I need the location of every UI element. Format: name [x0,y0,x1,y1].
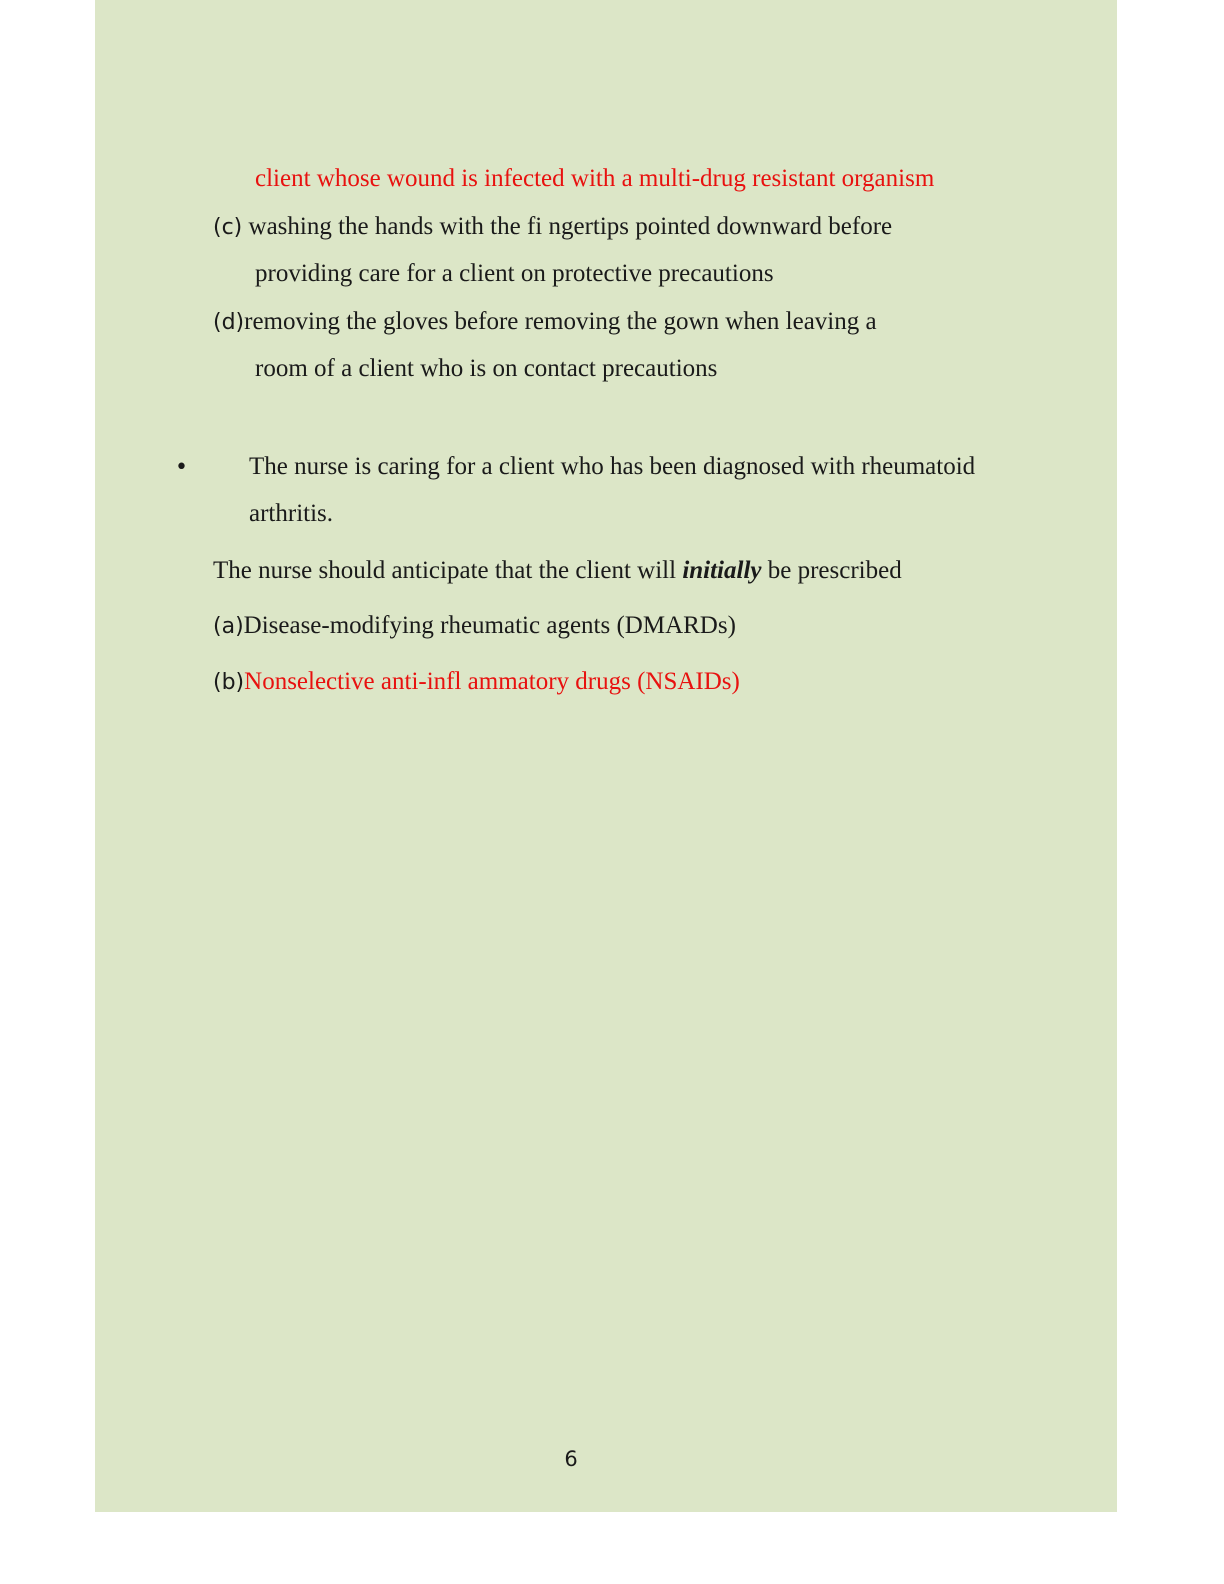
option-text-highlighted: Nonselective anti-infl ammatory drugs (NSAIDs) [244,668,740,695]
option-marker: (a) [213,614,244,639]
previous-option-b-continuation: client whose wound is infected with a multi-drug resistant organism [255,165,935,192]
answer-option-b [213,667,740,698]
answer-option-a [213,611,736,642]
option-text: Disease-modifying rheumatic agents (DMARDs) [243,612,736,639]
prompt-text: be prescribed [761,557,902,584]
question-prompt [213,556,902,586]
option-text: washing the hands with the fi ngertips pointed downward before [248,213,893,240]
bullet-icon: • [175,455,188,480]
question-stem-line2: arthritis. [249,500,334,527]
prompt-emphasis: initially [682,557,762,584]
document-page [95,0,1117,1512]
previous-option-d [213,307,877,338]
option-text: removing the gloves before removing the gown when leaving a [244,308,877,335]
prompt-text: The nurse should anticipate that the client will [213,557,683,584]
page-number: 6 [564,1447,578,1471]
question-stem-line1: The nurse is caring for a client who has been diagnosed with rheumatoid [249,453,976,480]
previous-option-c-continuation: providing care for a client on protective precautions [255,260,774,287]
option-marker: (d) [213,310,245,335]
option-marker: (b) [213,670,245,695]
previous-option-c [213,212,892,243]
previous-option-d-continuation: room of a client who is on contact precautions [255,355,718,382]
option-marker: (c) [213,215,243,240]
